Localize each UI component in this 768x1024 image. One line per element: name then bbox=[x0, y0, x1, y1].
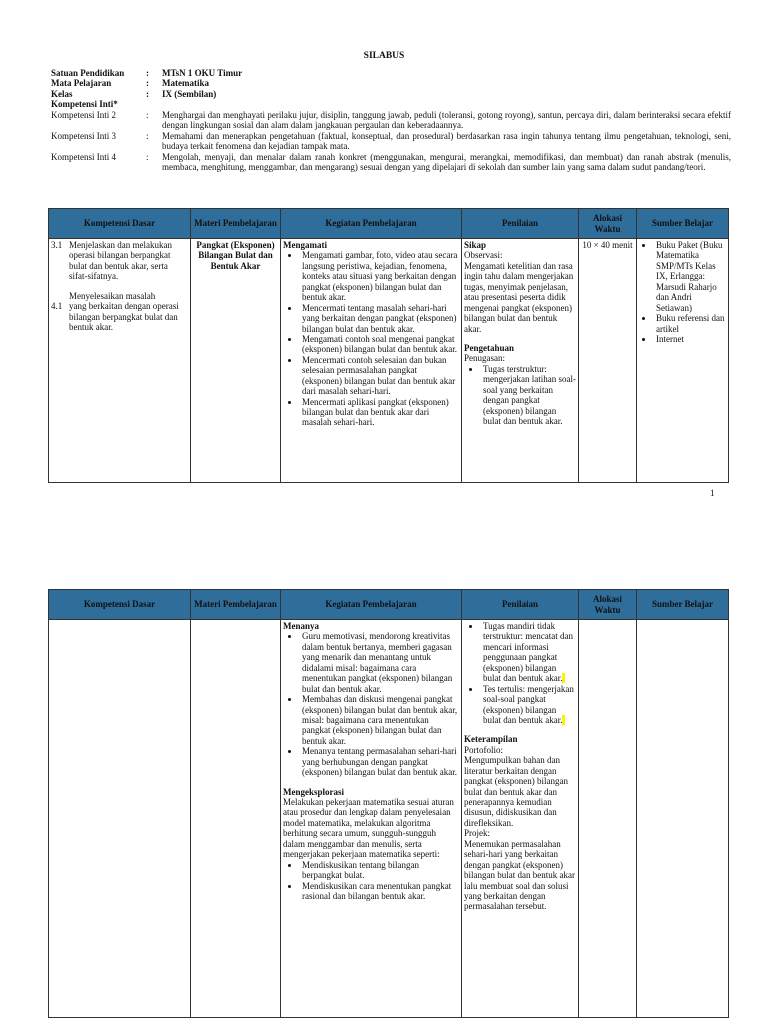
materi-cell bbox=[191, 239, 281, 483]
header-penilaian: Penilaian bbox=[462, 209, 579, 239]
list-item: • Mencermati tentang masalah sehari-hari yang berkaitan dengan pangkat (eksponen) bilangan bulat dan bentuk akar. bbox=[300, 303, 459, 334]
list-item: • Buku Paket (Buku Matematika SMP/MTs Kelas IX, Erlangga: Marsudi Raharjo dan Andri Setiawan) bbox=[654, 240, 726, 313]
header-sumber: Sumber Belajar bbox=[637, 590, 729, 620]
penilaian-cell bbox=[462, 239, 579, 483]
menanya-list bbox=[283, 631, 459, 777]
list-item: • Mencermati contoh selesaian dan bukan selesaian permasalahan pangkat (eksponen) bilangan bulat dan bentuk akar dari masalah sehari-hari. bbox=[300, 355, 459, 397]
header-kegiatan: Kegiatan Pembelajaran bbox=[281, 209, 462, 239]
header-kompetensi-dasar: Kompetensi Dasar bbox=[49, 590, 191, 620]
list-item: • Mendiskusikan cara menentukan pangkat rasional dan bilangan bentuk akar. bbox=[300, 881, 459, 902]
ki-value: Mengolah, menyaji, dan menalar dalam ranah konkret (menggunakan, mengurai, merangkai, memodifikasi, dan membuat) dan ranah abstrak (menulis, membaca, menghitung, menggambar, dan mengarang) sesuai dengan yang dipelajari di sekolah dan sumber lain yang sama dalam sudut pandang/teori. bbox=[162, 151, 731, 172]
kegiatan-cell bbox=[281, 239, 462, 483]
list-item: • Guru memotivasi, mendorong kreativitas dalam bentuk bertanya, memberi gagasan yang menarik dan menantang untuk didalami misal: bagaimana cara menentukan pangkat (eksponen) bilangan bulat dan bentuk akar. bbox=[300, 631, 459, 694]
identity-value: MTsN 1 OKU Timur bbox=[162, 68, 243, 78]
kegiatan-cell bbox=[281, 620, 462, 1018]
table-row bbox=[49, 239, 729, 483]
materi-text: Pangkat (Eksponen) Bilangan Bulat dan Bentuk Akar bbox=[196, 240, 275, 271]
table-header-row bbox=[49, 209, 729, 239]
kegiatan-heading: Mengamati bbox=[283, 240, 327, 250]
alokasi-text: 10 × 40 menit bbox=[582, 240, 633, 250]
projek-label: Projek: bbox=[464, 828, 490, 839]
ki-label: Kompetensi Inti 3 bbox=[51, 130, 116, 141]
kegiatan-list bbox=[283, 250, 459, 427]
alokasi-cell bbox=[579, 620, 637, 1018]
identity-row: Kelas : IX (Sembilan) bbox=[51, 89, 731, 99]
sikap-heading: Sikap bbox=[464, 240, 487, 250]
identity-value: IX (Sembilan) bbox=[162, 88, 217, 99]
identity-block bbox=[51, 68, 731, 172]
header-alokasi: Alokasi Waktu bbox=[579, 590, 637, 620]
list-item: • Tugas mandiri tidak terstruktur: mencatat dan mencari informasi penggunaan pangkat (eksponen) bilangan bulat dan bentuk akar. bbox=[481, 621, 576, 684]
list-item: • Menanya tentang permasalahan sehari-hari yang berhubungan dengan pangkat (eksponen) bilangan bulat dan bentuk akar. bbox=[300, 746, 459, 777]
sikap-label: Observasi: bbox=[464, 250, 503, 261]
identity-label: Satuan Pendidikan bbox=[51, 68, 125, 78]
ki-row: Kompetensi Inti 2 : Menghargai dan menghayati perilaku jujur, disiplin, tanggung jawab, peduli (toleransi, gotong royong), santun, percaya diri, dalam berinteraksi secara efektif dengan lingkungan sosial dan alam dalam jangkauan pergaulan dan keberadaannya. bbox=[51, 109, 731, 131]
header-materi: Materi Pembelajaran bbox=[191, 209, 281, 239]
penilaian-cell bbox=[462, 620, 579, 1018]
kd-cell bbox=[49, 239, 191, 483]
pengetahuan-label: Penugasan: bbox=[464, 353, 505, 364]
kd-item: 4.1 yang berkaitan dengan operasi bilangan berpangkat bulat dan bentuk akar. bbox=[51, 301, 179, 333]
ki-label: Kompetensi Inti 4 bbox=[51, 151, 116, 162]
eksplorasi-heading: Mengeksplorasi bbox=[283, 786, 345, 797]
menanya-heading: Menanya bbox=[283, 621, 319, 631]
penilaian-list bbox=[464, 621, 576, 725]
identity-row: Mata Pelajaran : Matematika bbox=[51, 78, 731, 88]
ki-row: Kompetensi Inti 3 : Memahami dan menerapkan pengetahuan (faktual, konseptual, dan prosedural) berdasarkan rasa ingin tahunya tentang ilmu pengetahuan, teknologi, seni, budaya terkait fenomena dan kejadian tampak mata. bbox=[51, 130, 731, 152]
identity-label: Mata Pelajaran bbox=[51, 78, 112, 89]
ki-label: Kompetensi Inti 2 bbox=[51, 109, 116, 120]
keterampilan-heading: Keterampilan bbox=[464, 734, 518, 745]
eksplorasi-list bbox=[283, 860, 459, 902]
sumber-cell bbox=[637, 239, 729, 483]
document-title: SILABUS bbox=[363, 51, 405, 61]
sumber-cell bbox=[637, 620, 729, 1018]
kd-cell bbox=[49, 620, 191, 1018]
sikap-text: Mengamati ketelitian dan rasa ingin tahu dalam mengerjakan tugas, menyimak penjelasan, atau presentasi peserta didik mengenai pangkat (eksponen) bilangan bulat dan bentuk akar. bbox=[464, 260, 574, 334]
identity-value: Matematika bbox=[162, 78, 209, 89]
header-sumber: Sumber Belajar bbox=[637, 209, 729, 239]
header-penilaian: Penilaian bbox=[462, 590, 579, 620]
syllabus-table-page-1 bbox=[48, 208, 729, 483]
list-item: • Membahas dan diskusi mengenai pangkat (eksponen) bilangan bulat dan bentuk akar, misal: bagaimana cara menentukan pangkat (eksponen) bilangan bulat dan bentuk akar. bbox=[300, 694, 459, 746]
list-item: • Mengamati gambar, foto, video atau secara langsung peristiwa, kejadian, fenomena, konteks atau situasi yang berkaitan dengan pangkat (eksponen) bilangan bulat dan bentuk akar. bbox=[300, 250, 459, 302]
ki-heading: Kompetensi Inti* bbox=[51, 99, 118, 110]
ki-value: Menghargai dan menghayati perilaku jujur, disiplin, tanggung jawab, peduli (toleransi, gotong royong), santun, percaya diri, dalam berinteraksi secara efektif dengan lingkungan sosial dan alam dalam jangkauan pergaulan dan keberadaannya. bbox=[162, 109, 731, 131]
syllabus-table-page-2 bbox=[48, 589, 729, 1018]
materi-cell bbox=[191, 620, 281, 1018]
header-kompetensi-dasar: Kompetensi Dasar bbox=[49, 209, 191, 239]
list-item: • Tes tertulis: mengerjakan soal-soal pangkat (eksponen) bilangan bulat dan bentuk akar. bbox=[481, 684, 576, 726]
ki-row: Kompetensi Inti 4 : Mengolah, menyaji, dan menalar dalam ranah konkret (menggunakan, mengurai, merangkai, memodifikasi, dan membuat) dan ranah abstrak (menulis, membaca, menghitung, menggambar, dan mengarang) sesuai dengan yang dipelajari di sekolah dan sumber lain yang sama dalam sudut pandang/teori. bbox=[51, 151, 731, 172]
header-alokasi: Alokasi Waktu bbox=[579, 209, 637, 239]
pengetahuan-heading: Pengetahuan bbox=[464, 342, 515, 353]
portofolio-text: Mengumpulkan bahan dan literatur berkaitan dengan pangkat (eksponen) bilangan bulat dan bentuk akar dan penerapannya kemudian disusun, didiskusikan dan direfleksikan. bbox=[464, 755, 568, 828]
header-materi: Materi Pembelajaran bbox=[191, 590, 281, 620]
list-item: • Mencermati aplikasi pangkat (eksponen) bilangan bulat dan bentuk akar dari masalah sehari-hari. bbox=[300, 397, 459, 428]
ki-value: Memahami dan menerapkan pengetahuan (faktual, konseptual, dan prosedural) berdasarkan rasa ingin tahunya tentang ilmu pengetahuan, teknologi, seni, budaya terkait fenomena dan kejadian tampak mata. bbox=[162, 130, 731, 152]
identity-row: Satuan Pendidikan : MTsN 1 OKU Timur bbox=[51, 68, 731, 78]
header-kegiatan: Kegiatan Pembelajaran bbox=[281, 590, 462, 620]
page-number: 1 bbox=[710, 488, 715, 498]
identity-label: Kelas bbox=[51, 88, 73, 99]
kd-item: Menyelesaikan masalah bbox=[69, 290, 156, 301]
alokasi-cell bbox=[579, 239, 637, 483]
list-item: • Mendiskusikan tentang bilangan berpangkat bulat. bbox=[300, 860, 459, 881]
list-item: • Tugas terstruktur: mengerjakan latihan soal-soal yang berkaitan dengan pangkat (eksponen) bilangan bulat dan bentuk akar. bbox=[481, 364, 576, 427]
projek-text: Menemukan permasalahan sehari-hari yang berkaitan dengan pangkat (eksponen) bilangan bulat dan bentuk akar lalu membuat soal dan solusi yang berkaitan dengan permasalahan tersebut. bbox=[464, 838, 575, 912]
list-item: • Mengamati contoh soal mengenai pangkat (eksponen) bilangan bulat dan bentuk akar. bbox=[300, 334, 459, 355]
kd-item: 3.1 Menjelaskan dan melakukan operasi bilangan berpangkat bulat dan bentuk akar, serta sifat-sifatnya. bbox=[51, 240, 172, 282]
sumber-list bbox=[639, 240, 726, 344]
list-item: • Buku referensi dan artikel bbox=[654, 313, 726, 334]
penilaian-list bbox=[464, 364, 576, 427]
portofolio-label: Portofolio: bbox=[464, 744, 504, 755]
eksplorasi-text: Melakukan pekerjaan matematika sesuai aturan atau prosedur dan lengkap dalam penyelesaian model matematika, melakukan algoritma berhitung secara umum, sungguh-sungguh dalam menggambar dan menulis, serta mengerjakan pekerjaan matematika seperti: bbox=[283, 797, 454, 860]
list-item: • Internet bbox=[654, 334, 726, 344]
table-row bbox=[49, 620, 729, 1018]
table-header-row bbox=[49, 590, 729, 620]
